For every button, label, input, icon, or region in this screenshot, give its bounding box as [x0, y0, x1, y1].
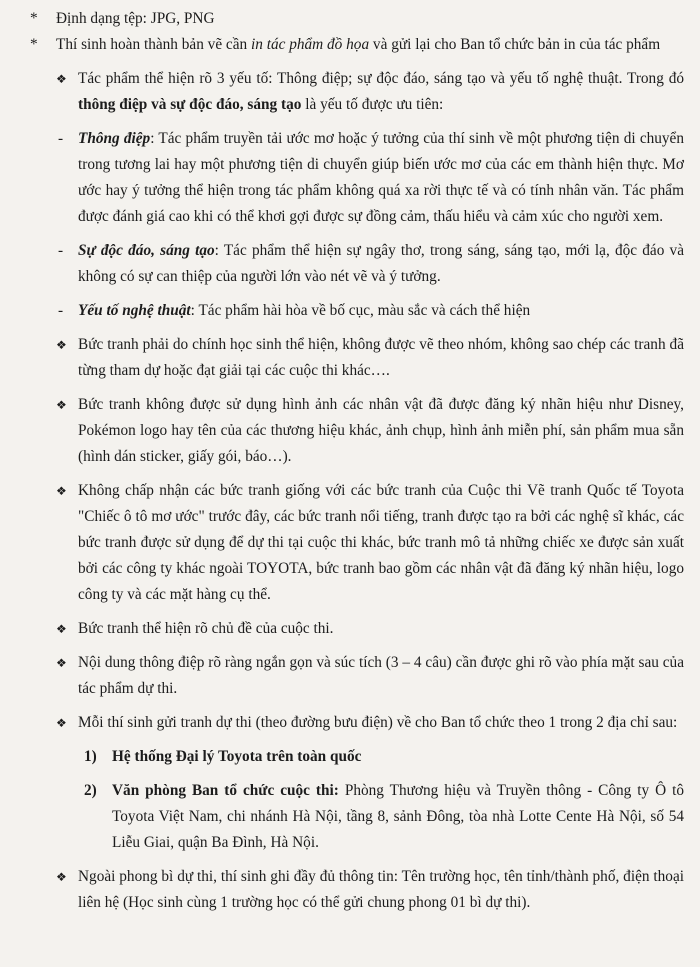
- text-run: Mỗi thí sinh gửi tranh dự thi (theo đường bưu điện) về cho Ban tổ chức theo 1 trong 2 địa chỉ sau:: [78, 714, 678, 731]
- diamond-bullet-icon: ❖: [56, 656, 67, 670]
- num-bullet-icon: 2): [84, 782, 97, 799]
- text-run: Sự độc đáo, sáng tạo: [78, 242, 215, 259]
- dash-bullet-icon: -: [58, 130, 64, 147]
- diamond-bullet-icon: ❖: [56, 870, 67, 884]
- text-run: Hệ thống Đại lý Toyota trên toàn quốc: [112, 748, 362, 765]
- star-bullet-icon: *: [30, 36, 38, 53]
- text-run: là yếu tố được ưu tiên:: [301, 96, 444, 113]
- text-run: : Tác phẩm truyền tải ước mơ hoặc ý tưởng của thí sinh về một phương tiện di chuyển trong tương lai hay một phương tiện di chuyển giúp biến ước mơ của các em thành hiện thực. Mơ ước hay ý tưởng thể hiện trong tác phẩm không quá xa rời thực tế và có tính nhân văn. Tác phẩm được đánh giá cao khi có thể khơi gợi được sự đồng cảm, thấu hiểu và cảm xúc cho người xem.: [78, 130, 684, 225]
- diamond-paragraph: [56, 864, 684, 916]
- diamond-paragraph: [56, 332, 684, 384]
- diamond-paragraph: [56, 392, 684, 470]
- star-paragraph: [30, 6, 684, 32]
- text-run: Văn phòng Ban tổ chức cuộc thi:: [112, 782, 339, 799]
- diamond-bullet-icon: ❖: [56, 622, 67, 636]
- text-run: Yếu tố nghệ thuật: [78, 302, 191, 319]
- diamond-paragraph: [56, 710, 684, 736]
- text-run: Phòng Thương hiệu và Truyền thông - Công ty Ô tô Toyota Việt Nam, chi nhánh Hà Nội, tầng 8, sảnh Đông, tòa nhà Lotte Cente Hà Nội, số 54 Liễu Giai, quận Ba Đình, Hà Nội.: [112, 782, 685, 851]
- text-run: Không chấp nhận các bức tranh giống với các bức tranh của Cuộc thi Vẽ tranh Quốc tế Toyota "Chiếc ô tô mơ ước" trước đây, các bức tranh nổi tiếng, tranh được tạo ra bởi các nghệ sĩ khác, các bức tranh được sử dụng để dự thi tại cuộc thi khác, bức tranh mô tả những chiếc xe được sản xuất bởi các công ty khác ngoài TOYOTA, bức tranh bao gồm các nhân vật đã đăng ký nhãn hiệu, logo công ty và các mặt hàng cụ thể.: [78, 482, 684, 603]
- text-run: : Tác phẩm thể hiện sự ngây thơ, trong sáng, sáng tạo, mới lạ, độc đáo và không có sự can thiệp của người lớn vào nét vẽ và ý tưởng.: [78, 242, 684, 285]
- text-run: và gửi lại cho Ban tổ chức bản in của tác phẩm: [369, 36, 661, 53]
- dash-bullet-icon: -: [58, 242, 64, 259]
- dash-paragraph: [58, 126, 684, 230]
- num-paragraph: [84, 744, 684, 770]
- text-run: Ngoài phong bì dự thi, thí sinh ghi đầy đủ thông tin: Tên trường học, tên tỉnh/thành phố, điện thoại liên hệ (Học sinh cùng 1 trường học có thể gửi chung phong 01 bì dự thi).: [78, 868, 684, 911]
- diamond-bullet-icon: ❖: [56, 716, 67, 730]
- text-run: : Tác phẩm hài hòa về bố cục, màu sắc và cách thể hiện: [190, 302, 531, 319]
- diamond-paragraph: [56, 478, 684, 608]
- dash-paragraph: [58, 238, 684, 290]
- num-paragraph: [84, 778, 685, 856]
- text-run: Định dạng tệp: JPG, PNG: [56, 10, 215, 27]
- diamond-paragraph: [56, 616, 684, 642]
- diamond-bullet-icon: ❖: [56, 398, 67, 412]
- diamond-paragraph: [56, 66, 684, 118]
- star-paragraph: [30, 32, 684, 58]
- dash-bullet-icon: -: [58, 302, 64, 319]
- num-bullet-icon: 1): [84, 748, 97, 765]
- dash-paragraph: [58, 298, 684, 324]
- diamond-bullet-icon: ❖: [56, 72, 67, 86]
- text-run: Bức tranh không được sử dụng hình ảnh các nhân vật đã được đăng ký nhãn hiệu như Disney, Pokémon logo hay tên của các thương hiệu khác, ảnh chụp, hình ảnh miễn phí, sản phẩm mua sẵn (hình dán sticker, giấy gói, báo…).: [78, 396, 684, 465]
- text-run: thông điệp và sự độc đáo, sáng tạo: [78, 96, 302, 113]
- diamond-bullet-icon: ❖: [56, 338, 67, 352]
- text-run: Bức tranh thể hiện rõ chủ đề của cuộc thi.: [78, 620, 334, 637]
- star-bullet-icon: *: [30, 10, 38, 27]
- text-run: Bức tranh phải do chính học sinh thể hiện, không được vẽ theo nhóm, không sao chép các tranh đã từng tham dự hoặc đạt giải tại các cuộc thi khác….: [78, 336, 684, 379]
- text-run: in tác phẩm đồ họa: [250, 36, 370, 53]
- diamond-bullet-icon: ❖: [56, 484, 67, 498]
- text-run: Tác phẩm thể hiện rõ 3 yếu tố: Thông điệp; sự độc đáo, sáng tạo và yếu tố nghệ thuật. Trong đó: [78, 70, 684, 87]
- diamond-paragraph: [56, 650, 684, 702]
- text-run: Thí sinh hoàn thành bản vẽ cần: [56, 36, 251, 53]
- text-run: Nội dung thông điệp rõ ràng ngắn gọn và súc tích (3 – 4 câu) cần được ghi rõ vào phía mặt sau của tác phẩm dự thi.: [78, 654, 684, 697]
- text-run: Thông điệp: [78, 130, 151, 147]
